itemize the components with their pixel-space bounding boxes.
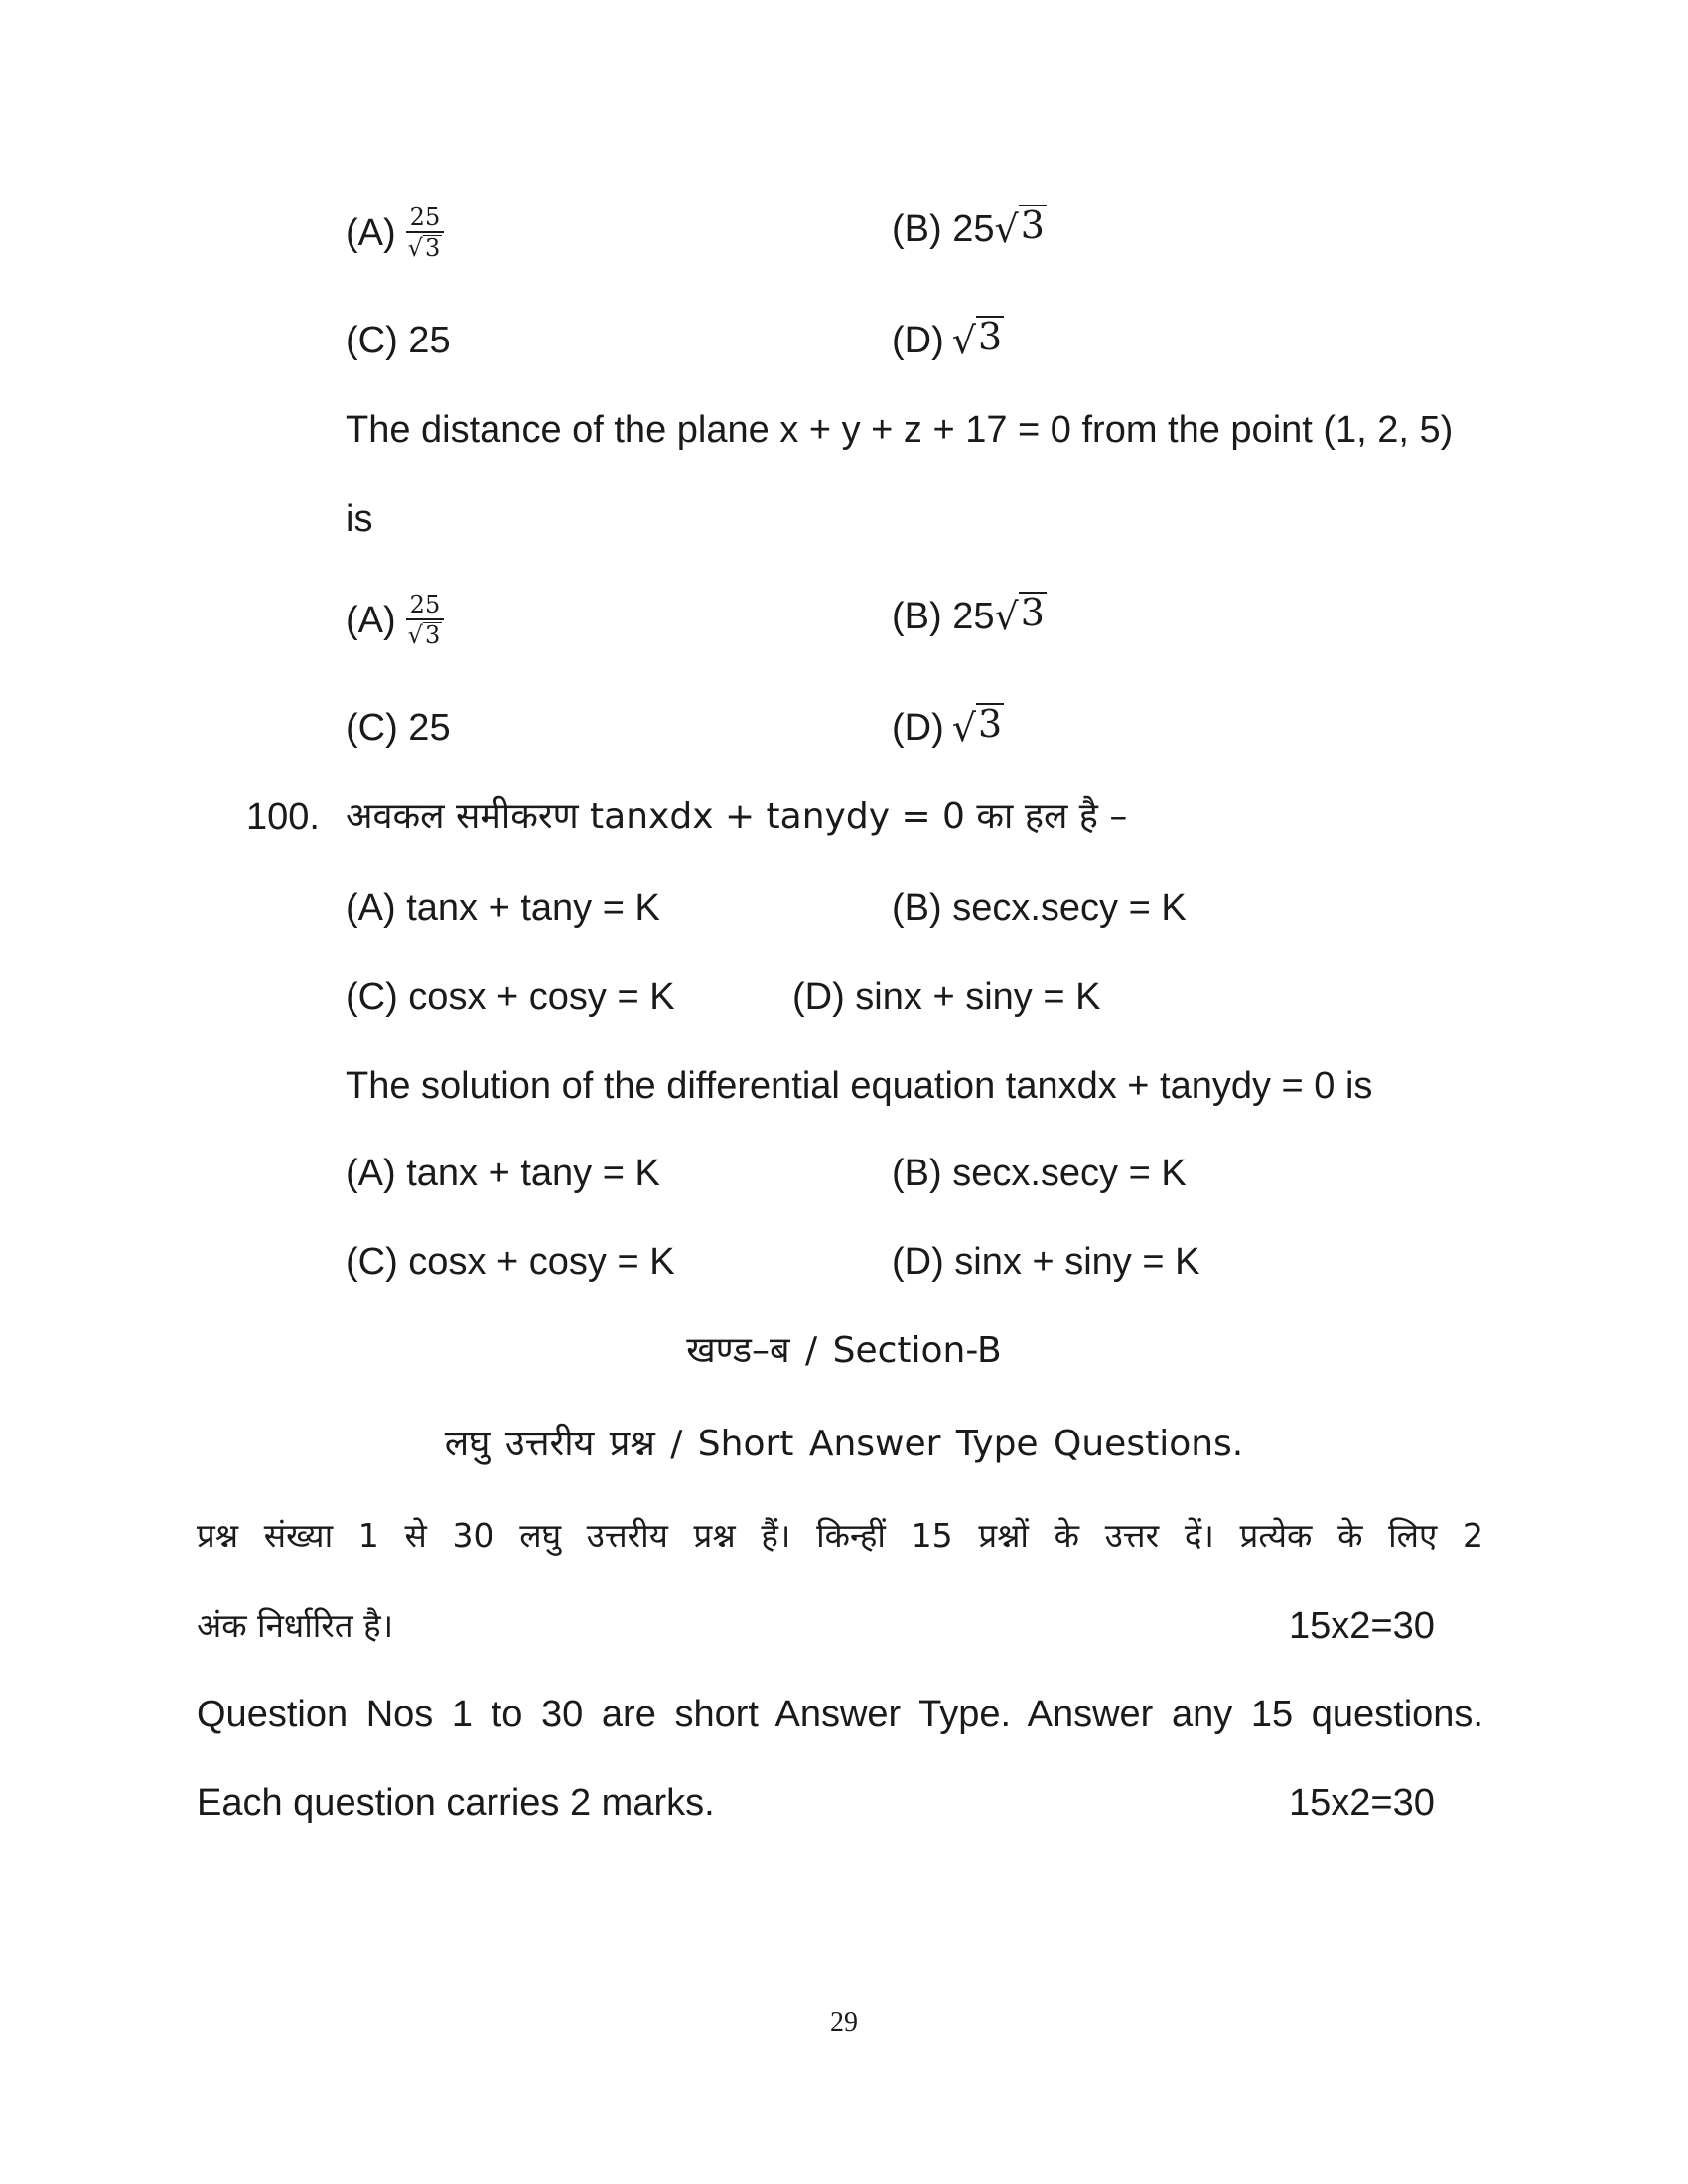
fraction-denominator bbox=[406, 235, 445, 261]
q99-hindi-option-a bbox=[346, 205, 444, 261]
radical-sign-icon: √ bbox=[994, 207, 1019, 251]
q100-english-option-a: (A) tanx + tany = K bbox=[346, 1153, 660, 1194]
q99-hindi-option-d bbox=[892, 316, 1004, 365]
square-root bbox=[408, 235, 443, 261]
q100-english-option-c: (C) cosx + cosy = K bbox=[346, 1241, 675, 1283]
radicand: 3 bbox=[977, 702, 1003, 746]
q99-english-option-a bbox=[346, 592, 444, 648]
q100-english-option-b: (B) secx.secy = K bbox=[892, 1153, 1187, 1194]
instructions-english-line2: Each question carries 2 marks. bbox=[197, 1782, 715, 1824]
q100-hindi-question: अवकल समीकरण tanxdx + tanydy = 0 का हल है – bbox=[346, 796, 1128, 837]
fraction-bar bbox=[406, 231, 445, 233]
option-label: (C) 25 bbox=[346, 707, 451, 749]
radicand: 3 bbox=[977, 315, 1003, 358]
radicand: 3 bbox=[1020, 591, 1045, 634]
radical-sign-icon: √ bbox=[951, 319, 976, 362]
square-root bbox=[408, 622, 443, 648]
q100-hindi-option-b: (B) secx.secy = K bbox=[892, 887, 1187, 929]
radicand: 3 bbox=[424, 234, 441, 262]
radical-sign-icon: √ bbox=[951, 706, 976, 750]
square-root bbox=[952, 703, 1004, 752]
q100-hindi-option-d: (D) sinx + siny = K bbox=[792, 976, 1101, 1018]
fraction-numerator: 25 bbox=[409, 204, 441, 231]
q99-english-option-d bbox=[892, 703, 1004, 752]
option-label: (D) bbox=[892, 320, 944, 361]
q99-english-option-c bbox=[346, 703, 451, 752]
square-root bbox=[994, 205, 1046, 254]
radicand: 3 bbox=[424, 621, 441, 649]
instructions-hindi-marks: 15x2=30 bbox=[1289, 1605, 1435, 1647]
q99-english-option-b bbox=[892, 592, 1047, 641]
q99-hindi-option-c bbox=[346, 316, 451, 365]
instructions-english-marks: 15x2=30 bbox=[1289, 1782, 1435, 1824]
q100-english-option-d: (D) sinx + siny = K bbox=[892, 1241, 1200, 1283]
fraction bbox=[406, 205, 445, 261]
q99-hindi-option-b bbox=[892, 205, 1047, 254]
option-label: (B) 25 bbox=[892, 596, 995, 637]
section-title: खण्ड–ब / Section-B bbox=[686, 1330, 1002, 1371]
fraction-bar bbox=[406, 618, 445, 620]
fraction-numerator: 25 bbox=[409, 591, 441, 618]
q100-hindi-option-a: (A) tanx + tany = K bbox=[346, 887, 660, 929]
q99-english-question-line2: is bbox=[346, 498, 373, 540]
fraction bbox=[406, 592, 445, 648]
radical-sign-icon: √ bbox=[407, 621, 423, 649]
option-label: (A) bbox=[346, 211, 396, 254]
page-number: 29 bbox=[830, 2007, 858, 2038]
q99-english-question-line1: The distance of the plane x + y + z + 17 = 0 from the point (1, 2, 5) bbox=[346, 409, 1454, 451]
option-label: (A) bbox=[346, 599, 396, 641]
square-root bbox=[952, 316, 1004, 365]
radical-sign-icon: √ bbox=[994, 595, 1019, 638]
q100-english-question: The solution of the differential equation tanxdx + tanydy = 0 is bbox=[346, 1065, 1373, 1107]
section-subtitle: लघु उत्तरीय प्रश्न / Short Answer Type Questions. bbox=[444, 1424, 1244, 1464]
question-number: 100. bbox=[246, 796, 320, 838]
instructions-english-line1: Question Nos 1 to 30 are short Answer Type. Answer any 15 questions. bbox=[197, 1694, 1483, 1735]
instructions-hindi-line2: अंक निर्धारित है। bbox=[197, 1606, 394, 1645]
option-label: (C) 25 bbox=[346, 320, 451, 361]
radicand: 3 bbox=[1020, 204, 1045, 247]
instructions-hindi-line1: प्रश्न संख्या 1 से 30 लघु उत्तरीय प्रश्न हैं। किन्हीं 15 प्रश्नों के उत्तर दें। प्रत्येक के लिए 2 bbox=[197, 1516, 1483, 1555]
option-label: (B) 25 bbox=[892, 208, 995, 250]
radical-sign-icon: √ bbox=[407, 234, 423, 262]
square-root bbox=[994, 592, 1046, 641]
q100-hindi-option-c: (C) cosx + cosy = K bbox=[346, 976, 675, 1018]
fraction-denominator bbox=[406, 622, 445, 648]
option-label: (D) bbox=[892, 707, 944, 749]
